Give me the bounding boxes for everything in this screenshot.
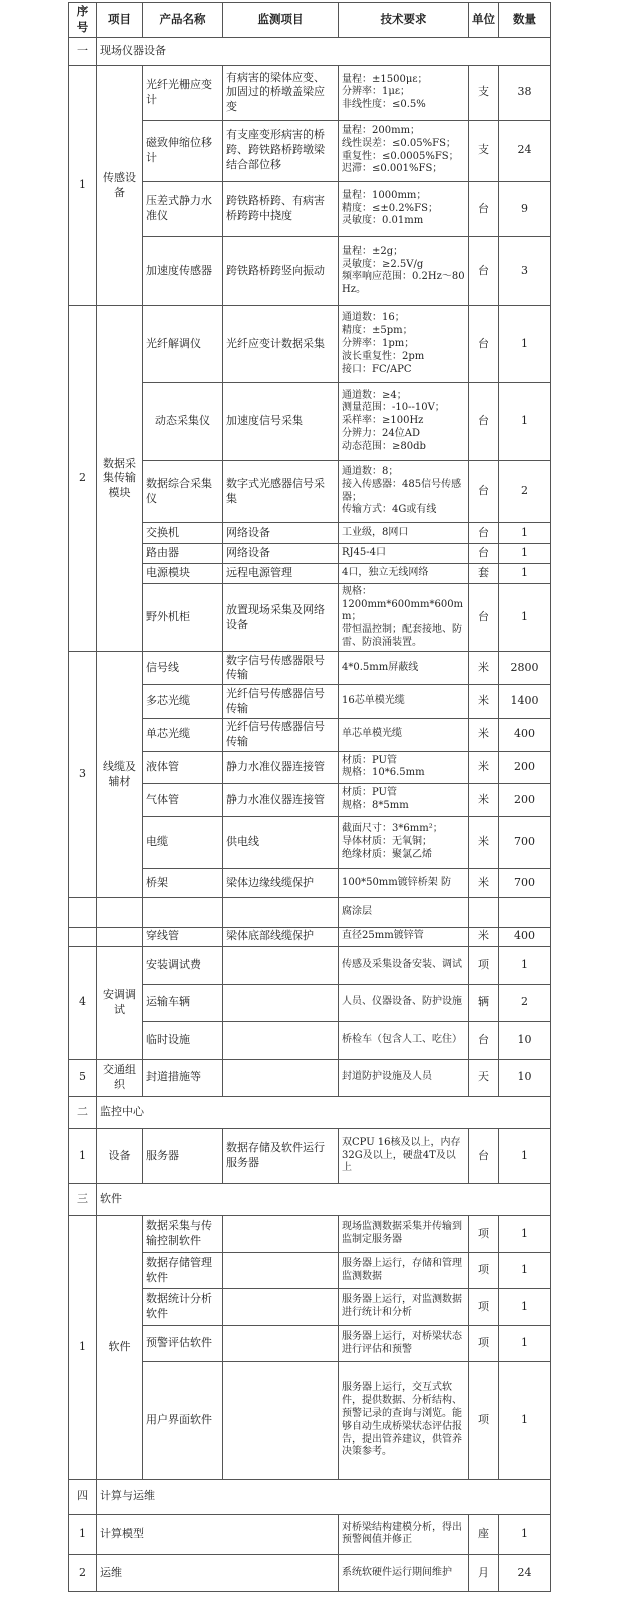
product-name: 压差式静力水准仪: [143, 181, 223, 237]
tech-spec: 对桥梁结构建模分析，得出预警阀值并修正: [339, 1514, 469, 1555]
unit: 台: [469, 237, 499, 306]
monitor-item: 梁体底部线缆保护: [223, 928, 339, 946]
unit: 台: [469, 460, 499, 523]
quantity: 1: [499, 383, 551, 460]
product-name: 光纤光栅应变计: [143, 65, 223, 120]
quantity: 38: [499, 65, 551, 120]
tech-spec: 通道数：8； 接入传感器：485信号传感器； 传输方式：4G或有线: [339, 460, 469, 523]
quantity: 10: [499, 1021, 551, 1060]
header-unit: 单位: [469, 3, 499, 38]
table-row: [69, 1216, 551, 1253]
tech-spec: 规格： 1200mm*600mm*600mm； 带恒温控制；配套接地、防雷、防浪涌装置。: [339, 584, 469, 652]
monitor-item: 跨铁路桥跨竖向振动: [223, 237, 339, 306]
product-name: 加速度传感器: [143, 237, 223, 306]
monitor-item: 数字信号传感器限号传输: [223, 652, 339, 685]
quantity: 1: [499, 564, 551, 584]
quantity: 1: [499, 543, 551, 563]
group-no: 5: [69, 1060, 97, 1097]
quantity: 1: [499, 1252, 551, 1289]
unit: 米: [469, 718, 499, 751]
empty-cell: [97, 928, 143, 946]
unit: 米: [469, 652, 499, 685]
empty-cell: [97, 897, 143, 927]
unit: 台: [469, 543, 499, 563]
unit: 项: [469, 1252, 499, 1289]
section-title: 现场仪器设备: [97, 37, 551, 65]
unit: 支: [469, 120, 499, 181]
quantity: 400: [499, 928, 551, 946]
section-row: [69, 37, 551, 65]
table-row: [69, 1555, 551, 1592]
product-name: 数据综合采集仪: [143, 460, 223, 523]
group-name: 软件: [97, 1216, 143, 1480]
product-name: 封道措施等: [143, 1060, 223, 1097]
monitor-item: [223, 1252, 339, 1289]
monitor-item: 光纤应变计数据采集: [223, 306, 339, 383]
tech-spec: 16芯单模光缆: [339, 685, 469, 718]
table-row: [69, 1514, 551, 1555]
unit: 台: [469, 181, 499, 237]
group-no: 4: [69, 946, 97, 1060]
tech-spec: 通道数：≥4； 测量范围：-10--10V； 采样率：≥100Hz 分辨力：24位AD 动态范围：≥80db: [339, 383, 469, 460]
quantity: 700: [499, 869, 551, 897]
section-row: [69, 1183, 551, 1215]
group-name: 安调调试: [97, 946, 143, 1060]
section-no: 二: [69, 1096, 97, 1128]
monitor-item: 有病害的梁体应变、加固过的桥墩盖梁应变: [223, 65, 339, 120]
quantity: 9: [499, 181, 551, 237]
product-name: [143, 897, 223, 927]
quantity: 1400: [499, 685, 551, 718]
row-no: 1: [69, 1514, 97, 1555]
product-name: 安装调试费: [143, 946, 223, 985]
unit: 套: [469, 564, 499, 584]
product-name: 数据存储管理软件: [143, 1252, 223, 1289]
quantity: 2800: [499, 652, 551, 685]
tech-spec: 量程：±1500με； 分辨率：1με； 非线性度：≤0.5%: [339, 65, 469, 120]
table-row: [69, 897, 551, 927]
tech-spec: 服务器上运行，存储和管理监测数据: [339, 1252, 469, 1289]
monitor-item: 加速度信号采集: [223, 383, 339, 460]
tech-spec: 人员、仪器设备、防护设施: [339, 985, 469, 1022]
monitor-item: [223, 1325, 339, 1362]
section-title: 软件: [97, 1183, 551, 1215]
monitor-item: [223, 1216, 339, 1253]
item-name: 运维: [97, 1555, 339, 1592]
product-name: 预警评估软件: [143, 1325, 223, 1362]
monitor-item: 光纤信号传感器信号传输: [223, 685, 339, 718]
monitor-item: [223, 1021, 339, 1060]
tech-spec: 腐涂层: [339, 897, 469, 927]
product-name: 桥架: [143, 869, 223, 897]
tech-spec: 量程：200mm； 线性误差：≤0.05%FS； 重复性：≤0.0005%FS； 迟滞：≤0.001%FS；: [339, 120, 469, 181]
product-name: 交换机: [143, 523, 223, 543]
monitor-item: [223, 1060, 339, 1097]
group-name: 数据采集传输模块: [97, 306, 143, 652]
quantity: 24: [499, 120, 551, 181]
header-item: 项目: [97, 3, 143, 38]
section-no: 三: [69, 1183, 97, 1215]
monitor-item: [223, 985, 339, 1022]
monitor-item: 有支座变形病害的桥跨、跨铁路桥跨墩梁结合部位移: [223, 120, 339, 181]
product-name: 服务器: [143, 1129, 223, 1184]
quantity: 1: [499, 946, 551, 985]
monitor-item: 放置现场采集及网络设备: [223, 584, 339, 652]
tech-spec: 4*0.5mm屏蔽线: [339, 652, 469, 685]
quantity: 700: [499, 816, 551, 869]
product-name: 穿线管: [143, 928, 223, 946]
tech-spec: 通道数：16； 精度：±5pm； 分辨率：1pm； 波长重复性：2pm 接口：FC/APC: [339, 306, 469, 383]
unit: 米: [469, 816, 499, 869]
header-seq: 序号: [69, 3, 97, 38]
product-name: 电缆: [143, 816, 223, 869]
row-no: 2: [69, 1555, 97, 1592]
quantity: 1: [499, 1325, 551, 1362]
table-row: [69, 946, 551, 985]
tech-spec: 系统软硬件运行期间维护: [339, 1555, 469, 1592]
unit: 台: [469, 1021, 499, 1060]
unit: 项: [469, 1362, 499, 1480]
product-name: 路由器: [143, 543, 223, 563]
table-row: [69, 928, 551, 946]
product-name: 数据采集与传输控制软件: [143, 1216, 223, 1253]
tech-spec: 100*50mm镀锌桥架 防: [339, 869, 469, 897]
monitor-item: [223, 1362, 339, 1480]
product-name: 野外机柜: [143, 584, 223, 652]
monitor-item: [223, 1289, 339, 1326]
unit: 米: [469, 751, 499, 783]
quantity: 1: [499, 584, 551, 652]
table-row: [69, 306, 551, 383]
product-name: 气体管: [143, 784, 223, 816]
unit: 台: [469, 584, 499, 652]
quantity: 2: [499, 460, 551, 523]
empty-cell: [69, 897, 97, 927]
monitor-item: 跨铁路桥跨、有病害桥跨跨中挠度: [223, 181, 339, 237]
table-row: [69, 1060, 551, 1097]
unit: 座: [469, 1514, 499, 1555]
monitor-item: 网络设备: [223, 543, 339, 563]
unit: 米: [469, 784, 499, 816]
section-title: 计算与运维: [97, 1480, 551, 1514]
section-no: 四: [69, 1480, 97, 1514]
monitor-item: 网络设备: [223, 523, 339, 543]
quantity: 1: [499, 1362, 551, 1480]
header-monitor: 监测项目: [223, 3, 339, 38]
quantity: 10: [499, 1060, 551, 1097]
tech-spec: 量程：±2g； 灵敏度：≥2.5V/g 频率响应范围：0.2Hz～80Hz。: [339, 237, 469, 306]
unit: 天: [469, 1060, 499, 1097]
product-name: 运输车辆: [143, 985, 223, 1022]
group-no: 1: [69, 65, 97, 305]
quantity: [499, 897, 551, 927]
group-name: 线缆及辅材: [97, 652, 143, 898]
monitor-item: 光纤信号传感器信号传输: [223, 718, 339, 751]
monitor-item: 供电线: [223, 816, 339, 869]
section-title: 监控中心: [97, 1096, 551, 1128]
item-name: 计算模型: [97, 1514, 339, 1555]
tech-spec: 单芯单模光缆: [339, 718, 469, 751]
product-name: 临时设施: [143, 1021, 223, 1060]
tech-spec: RJ45-4口: [339, 543, 469, 563]
table-row: [69, 1129, 551, 1184]
header-row: [69, 3, 551, 38]
quantity: 1: [499, 1514, 551, 1555]
monitor-item: 数据存储及软件运行服务器: [223, 1129, 339, 1184]
tech-spec: 传感及采集设备安装、调试: [339, 946, 469, 985]
product-name: 数据统计分析软件: [143, 1289, 223, 1326]
unit: 台: [469, 383, 499, 460]
monitor-item: 梁体边缘线缆保护: [223, 869, 339, 897]
product-name: 单芯光缆: [143, 718, 223, 751]
quantity: 3: [499, 237, 551, 306]
tech-spec: 封道防护设施及人员: [339, 1060, 469, 1097]
header-tech: 技术要求: [339, 3, 469, 38]
group-no: 1: [69, 1216, 97, 1480]
monitor-item: [223, 897, 339, 927]
header-qty: 数量: [499, 3, 551, 38]
unit: 项: [469, 1289, 499, 1326]
monitor-item: 远程电源管理: [223, 564, 339, 584]
unit: 米: [469, 685, 499, 718]
monitor-item: 静力水准仪器连接管: [223, 784, 339, 816]
tech-spec: 服务器上运行，对监测数据进行统计和分析: [339, 1289, 469, 1326]
group-no: 2: [69, 306, 97, 652]
header-product: 产品名称: [143, 3, 223, 38]
product-name: 液体管: [143, 751, 223, 783]
quantity: 1: [499, 306, 551, 383]
unit: 台: [469, 523, 499, 543]
unit: 米: [469, 928, 499, 946]
quantity: 1: [499, 1216, 551, 1253]
unit: 支: [469, 65, 499, 120]
group-no: 1: [69, 1129, 97, 1184]
monitor-item: 静力水准仪器连接管: [223, 751, 339, 783]
empty-cell: [69, 928, 97, 946]
tech-spec: 材质：PU管 规格：8*5mm: [339, 784, 469, 816]
equipment-table: [68, 2, 551, 1592]
unit: 台: [469, 1129, 499, 1184]
tech-spec: 双CPU 16核及以上，内存32G及以上，硬盘4T及以上: [339, 1129, 469, 1184]
unit: 项: [469, 1325, 499, 1362]
product-name: 多芯光缆: [143, 685, 223, 718]
product-name: 电源模块: [143, 564, 223, 584]
unit: 台: [469, 306, 499, 383]
tech-spec: 材质：PU管 规格：10*6.5mm: [339, 751, 469, 783]
quantity: 24: [499, 1555, 551, 1592]
tech-spec: 现场监测数据采集并传输到监制定服务器: [339, 1216, 469, 1253]
product-name: 磁致伸缩位移计: [143, 120, 223, 181]
monitor-item: [223, 946, 339, 985]
unit: 项: [469, 946, 499, 985]
quantity: 1: [499, 523, 551, 543]
quantity: 1: [499, 1289, 551, 1326]
product-name: 动态采集仪: [143, 383, 223, 460]
quantity: 1: [499, 1129, 551, 1184]
tech-spec: 服务器上运行，交互式软件，提供数据、分析结构、预警记录的查询与浏览。能够自动生成桥梁状态评估报告，提出管养建议，供管养决策参考。: [339, 1362, 469, 1480]
unit: 米: [469, 869, 499, 897]
group-name: 交通组织: [97, 1060, 143, 1097]
monitor-item: 数字式光感器信号采集: [223, 460, 339, 523]
unit: [469, 897, 499, 927]
tech-spec: 桥检车（包含人工、吃住）: [339, 1021, 469, 1060]
unit: 辆: [469, 985, 499, 1022]
product-name: 信号线: [143, 652, 223, 685]
group-name: 设备: [97, 1129, 143, 1184]
tech-spec: 量程：1000mm； 精度：≤±0.2%FS； 灵敏度：0.01mm: [339, 181, 469, 237]
section-no: 一: [69, 37, 97, 65]
product-name: 光纤解调仪: [143, 306, 223, 383]
quantity: 200: [499, 784, 551, 816]
tech-spec: 服务器上运行，对桥梁状态进行评估和预警: [339, 1325, 469, 1362]
table-row: [69, 65, 551, 120]
quantity: 200: [499, 751, 551, 783]
tech-spec: 直径25mm镀锌管: [339, 928, 469, 946]
section-row: [69, 1480, 551, 1514]
group-no: 3: [69, 652, 97, 898]
section-row: [69, 1096, 551, 1128]
tech-spec: 截面尺寸：3*6mm²； 导体材质：无氧铜； 绝缘材质：聚氯乙烯: [339, 816, 469, 869]
table-row: [69, 652, 551, 685]
tech-spec: 4口，独立无线网络: [339, 564, 469, 584]
unit: 月: [469, 1555, 499, 1592]
quantity: 400: [499, 718, 551, 751]
unit: 项: [469, 1216, 499, 1253]
group-name: 传感设备: [97, 65, 143, 305]
quantity: 2: [499, 985, 551, 1022]
product-name: 用户界面软件: [143, 1362, 223, 1480]
tech-spec: 工业级，8网口: [339, 523, 469, 543]
